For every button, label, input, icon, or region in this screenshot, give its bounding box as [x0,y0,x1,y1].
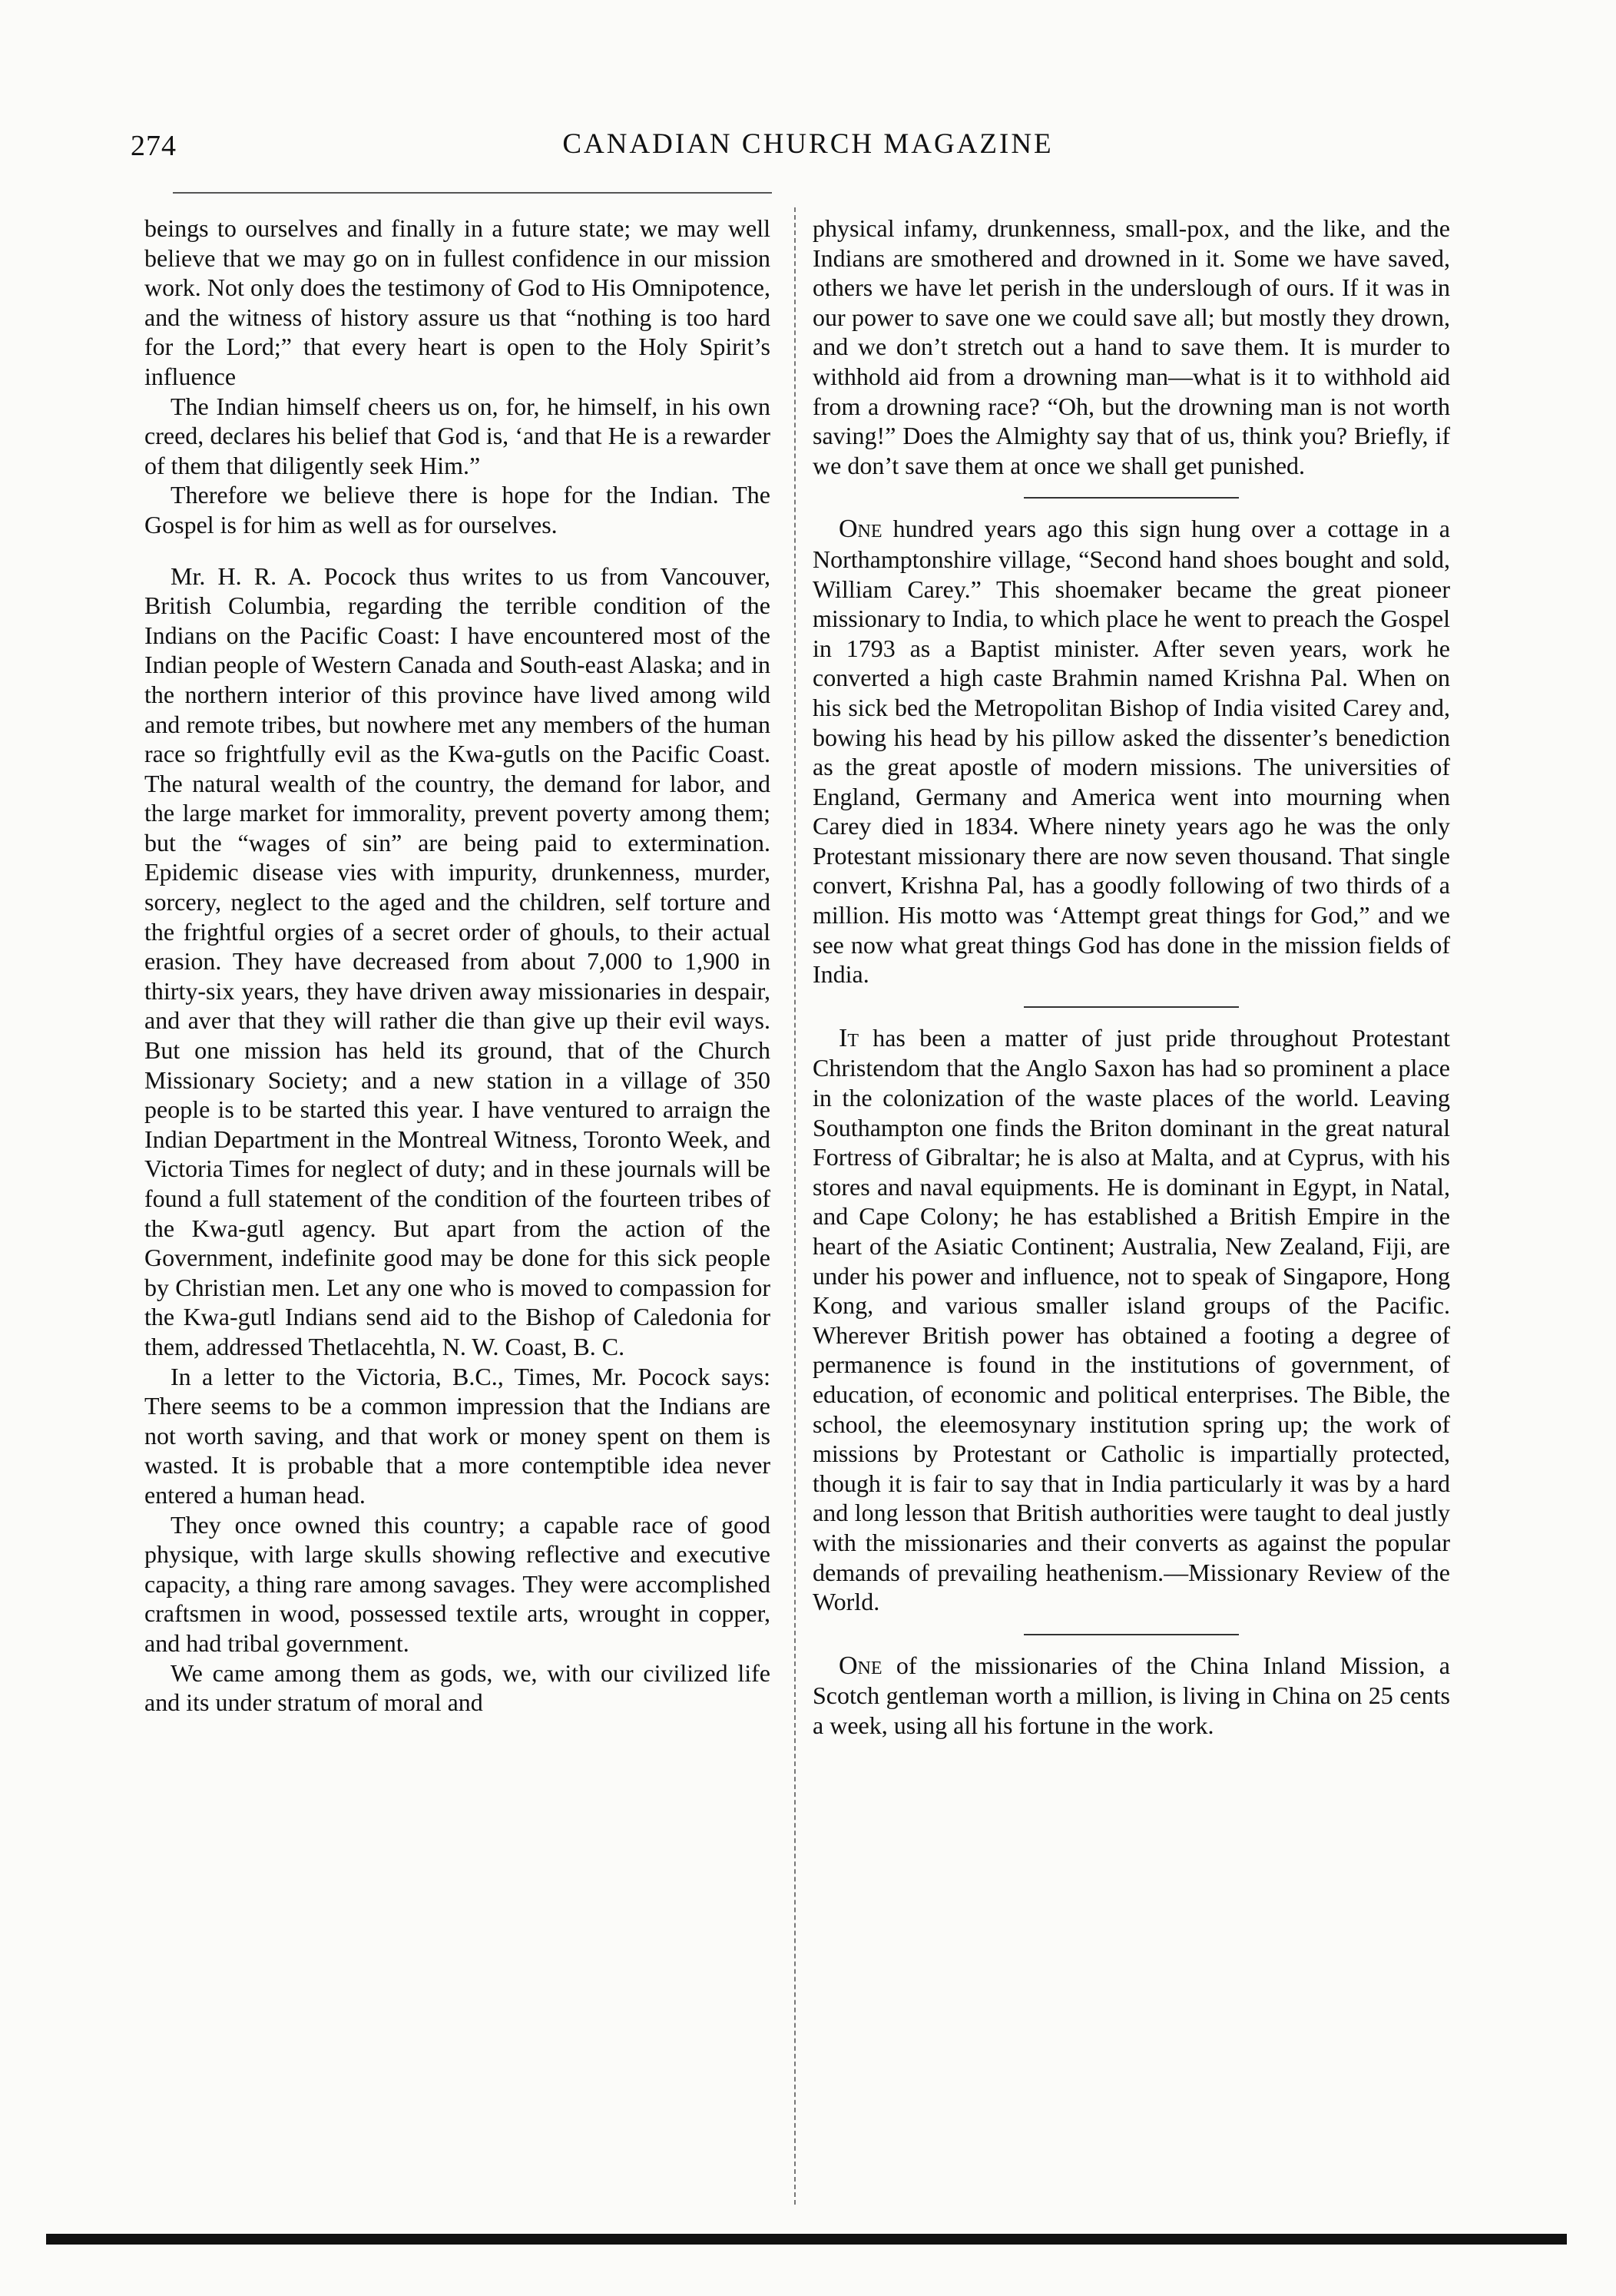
bottom-border [46,2234,1567,2245]
paragraph: They once owned this country; a capable race of good physique, with large skulls showing reflective and executive capacity, a thing rare among savages. They were accomplished craftsmen in wood, possessed textile arts, wrought in copper, and had tribal government. [144,1510,770,1657]
paragraph-body: hundred years ago this sign hung over a cottage in a Northamptonshire village, “Second hand shoes bought and sold, William Carey.” This shoemaker became the great pioneer missionary to India, to which place he went to preach the Gospel in 1793 as a Baptist minister. After seven years, work he converted a high caste Brahmin named Krishna Pal. When on his sick bed the Metropolitan Bishop of India visited Carey and, bowing his head by his pillow asked the dissenter’s benediction as the great apostle of modern missions. The universities of England, Germany and America went into mourning when Carey died in 1834. Where ninety years ago he was the only Protestant missionary there are now seven thousand. That single convert, Krishna Pal, has a goodly following of two thirds of a million. His motto was ‘Attempt great things for God,” and we see now what great things God has done in the mission fields of India. [813,515,1450,989]
right-column [813,214,1450,1741]
paragraph [813,1651,1450,1741]
paragraph [813,1023,1450,1617]
paragraph: In a letter to the Victoria, B.C., Times, Mr. Pocock says: There seems to be a common impression that the Indians are not worth saving, and that work or money spent on them is wasted. It is probable that a more contemptible idea never entered a human head. [144,1362,770,1509]
paragraph: beings to ourselves and finally in a future state; we may well believe that we may go on in fullest confidence in our mission work. Not only does the testimony of God to His Omnipotence, and the witness of history assure us that “nothing is too hard for the Lord;” that every heart is open to the Holy Spirit’s influence [144,214,770,390]
section-rule [1024,1006,1239,1008]
paragraph-body: has been a matter of just pride throughout Protestant Christendom that the Anglo Saxon has had so prominent a place in the colonization of the waste places of the world. Leaving Southampton one finds the Briton dominant in the great natural Fortress of Gibraltar; he is also at Malta, and at Cyprus, with his stores and naval equipments. He is dominant in Egypt, in Natal, and Cape Colony; he has established a British Empire in the heart of the Asiatic Continent; Australia, New Zealand, Fiji, are under his power and influence, not to speak of Singapore, Hong Kong, and various smaller island groups of the Pacific. Wherever British power has obtained a footing a degree of permanence is found in the institutions of government, of education, of economic and political enterprises. The Bible, the school, the eleemosynary institution spring up; the work of missions by Protestant or Catholic is impartially protected, though it is fair to say that in India particularly it was by a hard and long lesson that British authorities were taught to deal justly with the missionaries and their converts as against the popular demands of prevailing heathenism.—Missionary Review of the World. [813,1023,1450,1616]
left-column [144,214,770,1718]
page-number: 274 [131,130,177,162]
column-divider [794,207,796,2205]
paragraph: Mr. H. R. A. Pocock thus writes to us from Vancouver, British Columbia, regarding the terrible condition of the Indians on the Pacific Coast: I have encountered most of the Indian people of Western Canada and South-east Alaska; and in the northern interior of this province have lived among wild and remote tribes, but nowhere met any members of the human race so frightfully evil as the Kwa-gutls on the Pacific Coast. The natural wealth of the country, the demand for labor, and the large market for immorality, prevent poverty among them; but the “wages of sin” are being paid to extermination. Epidemic disease vies with impurity, drunkenness, murder, sorcery, neglect to the aged and the children, self torture and the frightful orgies of a secret order of ghouls, to their actual erasion. They have decreased from about 7,000 to 1,900 in thirty-six years, they have driven away missionaries in despair, and aver that they will rather die than give up their evil ways. But one mission has held its ground, that of the Church Missionary Society; and a new station in a village of 350 people is to be started this year. I have ventured to arraign the Indian Department in the Montreal Witness, Toronto Week, and Victoria Times for neglect of duty; and in these journals will be found a full statement of the condition of the fourteen tribes of the Kwa-gutl agency. But apart from the action of the Government, indefinite good may be done for this sick people by Christian men. Let any one who is moved to compassion for the Kwa-gutl Indians send aid to the Bishop of Caledonia for them, addressed Thetlacehtla, N. W. Coast, B. C. [144,562,770,1360]
section-rule [1024,1634,1239,1635]
paragraph: Therefore we believe there is hope for the Indian. The Gospel is for him as well as for ourselves. [144,481,770,538]
lead-word: One [839,515,883,544]
lead-word: It [839,1023,859,1052]
paragraph: The Indian himself cheers us on, for, he himself, in his own creed, declares his belief that God is, ‘and that He is a rewarder of them that diligently seek Him.” [144,392,770,479]
paragraph: physical infamy, drunkenness, small-pox, and the like, and the Indians are smothered and drowned in it. Some we have saved, others we have let perish in the underslough of ours. If it was in our power to save one we could save all; but mostly they drown, and we don’t stretch out a hand to save them. It is murder to withhold aid from a drowning man—what is it to withhold aid from a drowning race? “Oh, but the drowning man is not worth saving!” Does the Almighty say that of us, think you? Briefly, if we don’t save them at once we shall get punished. [813,214,1450,479]
lead-word: One [839,1651,883,1680]
section-rule [1024,497,1239,499]
paragraph: We came among them as gods, we, with our civilized life and its under stratum of moral and [144,1658,770,1717]
header-rule [173,192,772,194]
paragraph-body: of the missionaries of the China Inland Mission, a Scotch gentleman worth a million, is living in China on 25 cents a week, using all his fortune in the work. [813,1651,1450,1739]
running-head-title: CANADIAN CHURCH MAGAZINE [562,128,1054,160]
paragraph [813,514,1450,989]
